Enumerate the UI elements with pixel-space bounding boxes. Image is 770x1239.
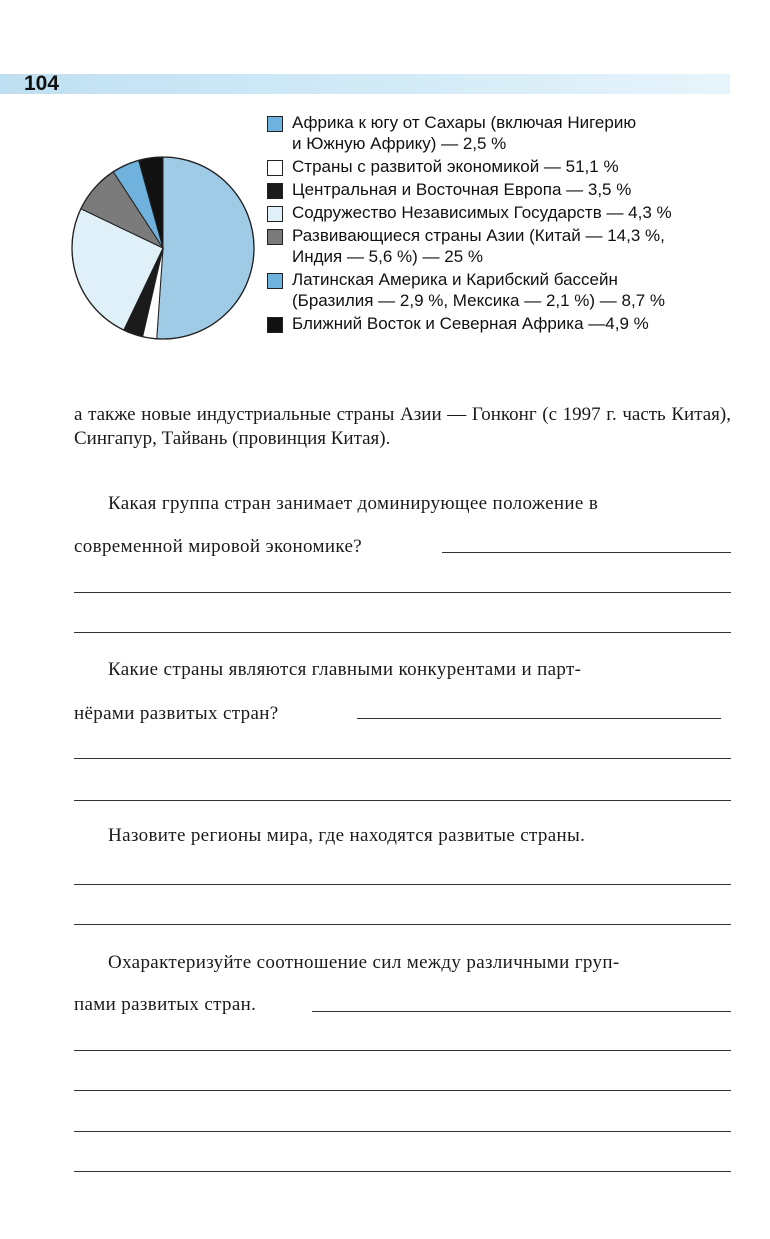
legend-swatch-1 xyxy=(267,116,283,132)
legend-item-7 xyxy=(267,313,737,334)
legend-label-3: Центральная и Восточная Европа — 3,5 % xyxy=(292,180,632,199)
legend-label-6: Латинская Америка и Карибский бассейн (Бразилия — 2,9 %, Мексика — 2,1 %) — 8,7 % xyxy=(292,270,666,310)
answer-line-1c[interactable] xyxy=(74,632,731,633)
legend-item-6 xyxy=(267,269,737,311)
question-3 xyxy=(74,824,731,848)
question-4 xyxy=(74,951,731,1015)
legend-item-3 xyxy=(267,179,737,200)
answer-line-4e[interactable] xyxy=(74,1171,731,1172)
answer-line-2a[interactable] xyxy=(357,718,721,719)
question-3-line-1: Назовите регионы мира, где находятся развитые страны. xyxy=(108,825,586,846)
legend-swatch-5 xyxy=(267,229,283,245)
header-band xyxy=(0,74,730,94)
answer-line-4c[interactable] xyxy=(74,1090,731,1091)
answer-line-4d[interactable] xyxy=(74,1131,731,1132)
answer-line-3a[interactable] xyxy=(74,884,731,885)
legend-item-2 xyxy=(267,156,737,177)
question-4-line-1: Охарактеризуйте соотношение сил между различными груп- xyxy=(108,952,620,973)
question-1-line-2: современной мировой экономике? xyxy=(74,536,363,557)
legend-swatch-6 xyxy=(267,273,283,289)
legend-swatch-7 xyxy=(267,317,283,333)
legend-label-2: Страны с развитой экономикой — 51,1 % xyxy=(292,157,619,176)
question-2-line-2: нёрами развитых стран? xyxy=(74,703,279,724)
legend-item-5 xyxy=(267,225,737,267)
intro-paragraph: а также новые индустриальные страны Азии — Гонконг (с 1997 г. часть Китая), Сингапур, Тайвань (провинция Китая). xyxy=(74,404,731,449)
answer-line-2b[interactable] xyxy=(74,758,731,759)
answer-line-3b[interactable] xyxy=(74,924,731,925)
question-2 xyxy=(74,658,731,724)
legend-swatch-4 xyxy=(267,206,283,222)
legend-item-1 xyxy=(267,112,737,154)
question-1 xyxy=(74,492,731,557)
question-4-line-2: пами развитых стран. xyxy=(74,994,257,1015)
legend-swatch-3 xyxy=(267,183,283,199)
pie-chart xyxy=(70,155,256,341)
answer-line-1b[interactable] xyxy=(74,592,731,593)
pie-slice-1 xyxy=(157,157,254,339)
question-1-line-1: Какая группа стран занимает доминирующее положение в xyxy=(108,493,599,514)
answer-line-4a[interactable] xyxy=(312,1011,731,1012)
legend-item-4 xyxy=(267,202,737,223)
question-2-line-1: Какие страны являются главными конкурентами и парт- xyxy=(108,659,582,680)
answer-line-4b[interactable] xyxy=(74,1050,731,1051)
legend-label-1: Африка к югу от Сахары (включая Нигерию и Южную Африку) — 2,5 % xyxy=(292,113,637,153)
answer-line-2c[interactable] xyxy=(74,800,731,801)
legend-label-5: Развивающиеся страны Азии (Китай — 14,3 %, Индия — 5,6 %) — 25 % xyxy=(292,226,665,266)
answer-line-1a[interactable] xyxy=(442,552,731,553)
legend-label-4: Содружество Независимых Государств — 4,3 % xyxy=(292,203,672,222)
legend-swatch-2 xyxy=(267,160,283,176)
legend-label-7: Ближний Восток и Северная Африка —4,9 % xyxy=(292,314,649,333)
page-number: 104 xyxy=(24,72,60,95)
chart-legend xyxy=(267,112,737,336)
